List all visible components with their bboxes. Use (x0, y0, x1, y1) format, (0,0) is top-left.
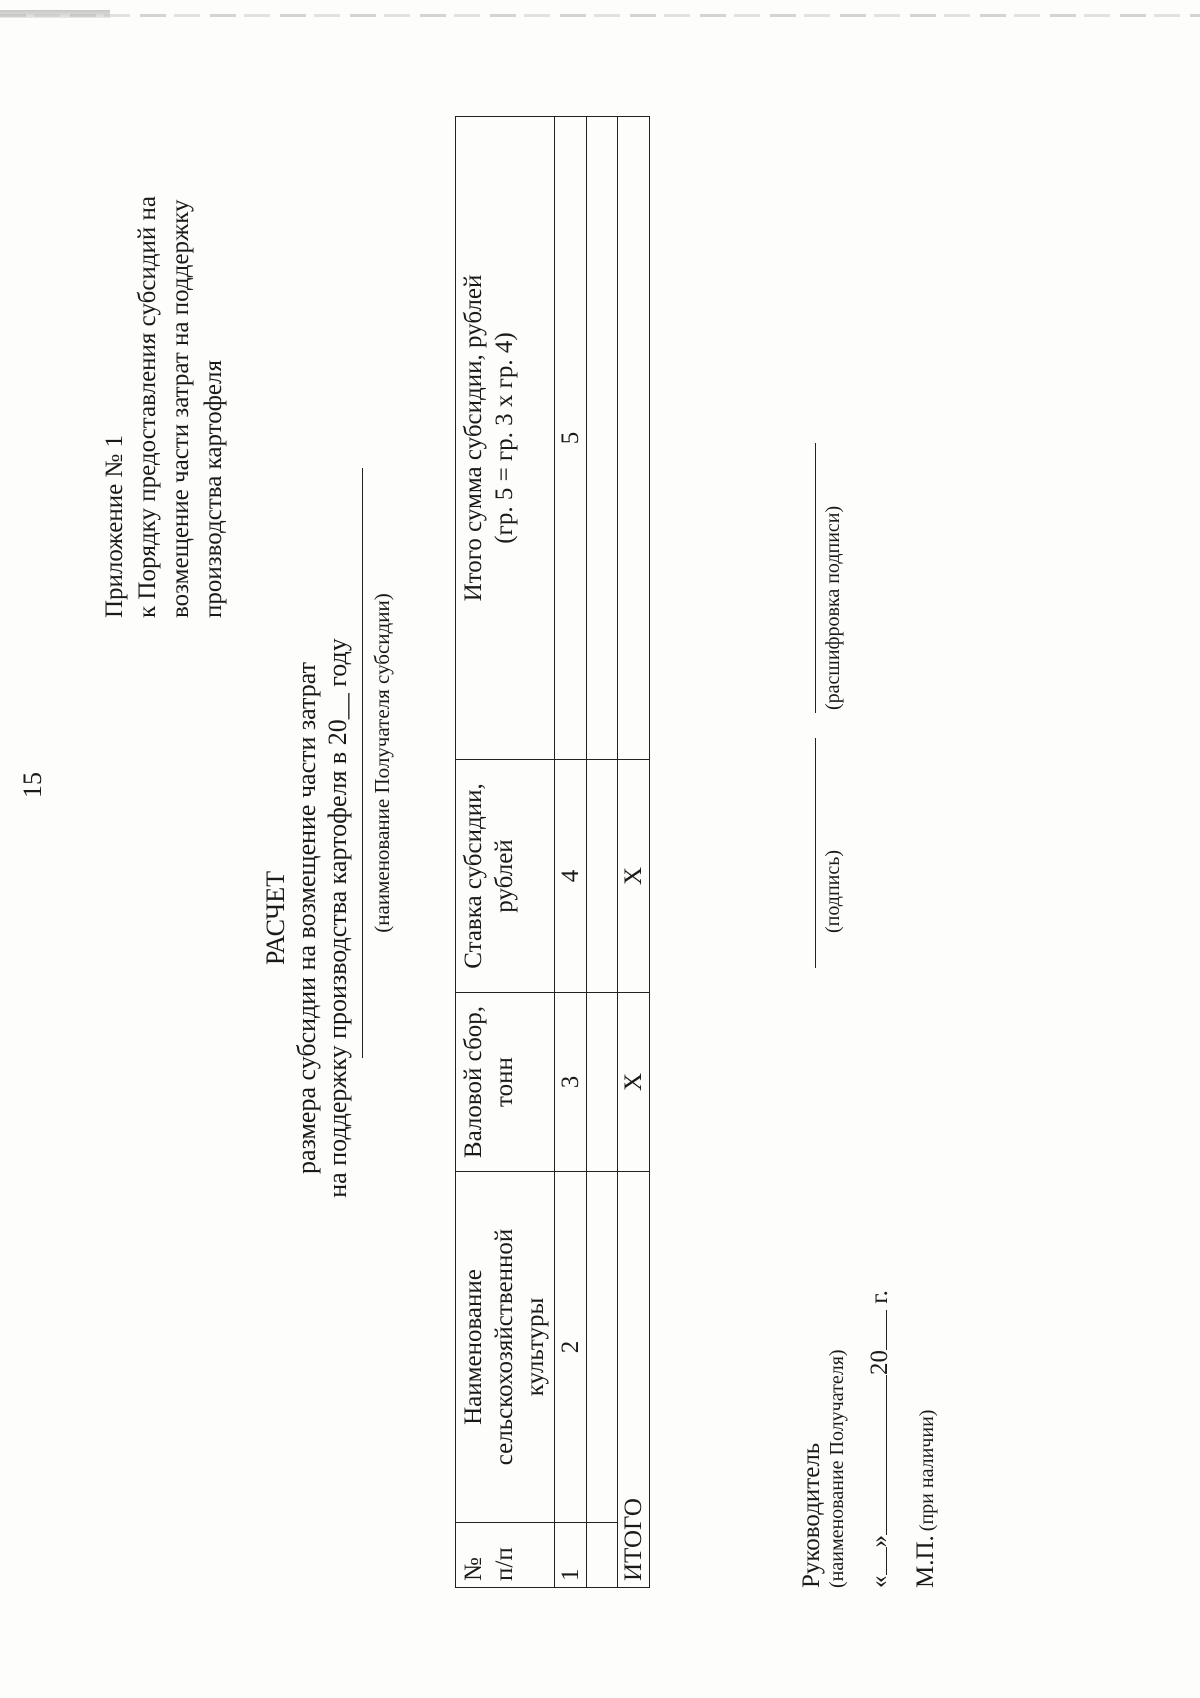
table-cell (587, 1172, 618, 1523)
month-blank (886, 1375, 887, 1535)
table-cell-total-label: ИТОГО (618, 1172, 650, 1588)
table-row-total (618, 117, 650, 1588)
title-line: размера субсидии на возмещение части затрат (292, 662, 321, 1174)
header-text: сельскохозяйственной (491, 1228, 518, 1466)
header-cell-rate (456, 760, 555, 993)
recipient-caption: (наименование Получателя субсидии) (370, 593, 394, 933)
table-cell (618, 117, 650, 760)
table-cell (587, 117, 618, 760)
table-cell (587, 993, 618, 1172)
date-year-prefix: 20 (866, 1350, 893, 1375)
decode-signature-line (815, 443, 816, 713)
table-cell: Х (618, 993, 650, 1172)
stamp-caption: (при наличии) (916, 1409, 938, 1532)
table-cell: 3 (555, 993, 587, 1172)
document-title (260, 538, 353, 1298)
header-text: (гр. 5 = гр. 3 х гр. 4) (491, 332, 518, 544)
date-close-quote: » (866, 1535, 893, 1548)
stamp-note (912, 1410, 940, 1588)
signature-line (815, 738, 816, 968)
recipient-name-line (362, 468, 363, 1058)
header-text: Валовой сбор, (460, 1005, 487, 1159)
title-heading: РАСЧЕТ (261, 871, 290, 965)
appendix-line: производства картофеля (200, 359, 227, 618)
header-cell-total-sum (456, 117, 555, 760)
date-open-quote: « (866, 1575, 893, 1588)
date-year-suffix: г. (866, 1290, 893, 1304)
header-text: Наименование (460, 1269, 487, 1425)
header-cell-number (456, 1523, 555, 1588)
header-text: тонн (491, 1057, 518, 1107)
header-text: культуры (522, 1297, 549, 1397)
table-cell (587, 760, 618, 993)
appendix-line: Приложение № 1 (101, 434, 128, 618)
table-cell: 1 (555, 1523, 587, 1588)
table-cell: 5 (555, 117, 587, 760)
header-text: Итого сумма субсидии, рублей (460, 274, 487, 602)
appendix-line: возмещение части затрат на поддержку (167, 199, 194, 618)
header-text: п/п (491, 1547, 518, 1581)
table-cell: Х (618, 760, 650, 993)
table-cell: 2 (555, 1172, 587, 1523)
table-row-empty (587, 117, 618, 1588)
date-field (866, 1290, 894, 1588)
year-blank (886, 1310, 887, 1350)
calculation-table (455, 116, 650, 1588)
signature-caption: (подпись) (822, 849, 844, 933)
header-cell-crop-name (456, 1172, 555, 1523)
header-text: рублей (491, 839, 518, 913)
header-cell-gross-yield (456, 993, 555, 1172)
decode-signature-caption: (расшифровка подписи) (822, 505, 844, 710)
title-line: на поддержку производства картофеля в 20__ году (323, 638, 352, 1198)
header-text: № (460, 1557, 487, 1581)
appendix-note (98, 98, 230, 618)
table-header-row (456, 117, 555, 1588)
header-text: Ставка субсидии, (460, 783, 487, 969)
table-cell: 4 (555, 760, 587, 993)
table-cell (587, 1523, 618, 1588)
head-caption: (наименование Получателя) (826, 1349, 848, 1588)
page-number: 15 (18, 772, 47, 798)
day-blank (886, 1548, 887, 1576)
appendix-line: к Порядку предоставления субсидий на (134, 195, 161, 618)
head-label: Руководитель (798, 1442, 825, 1588)
table-row-column-numbers (555, 117, 587, 1588)
stamp-label: М.П. (912, 1535, 939, 1588)
